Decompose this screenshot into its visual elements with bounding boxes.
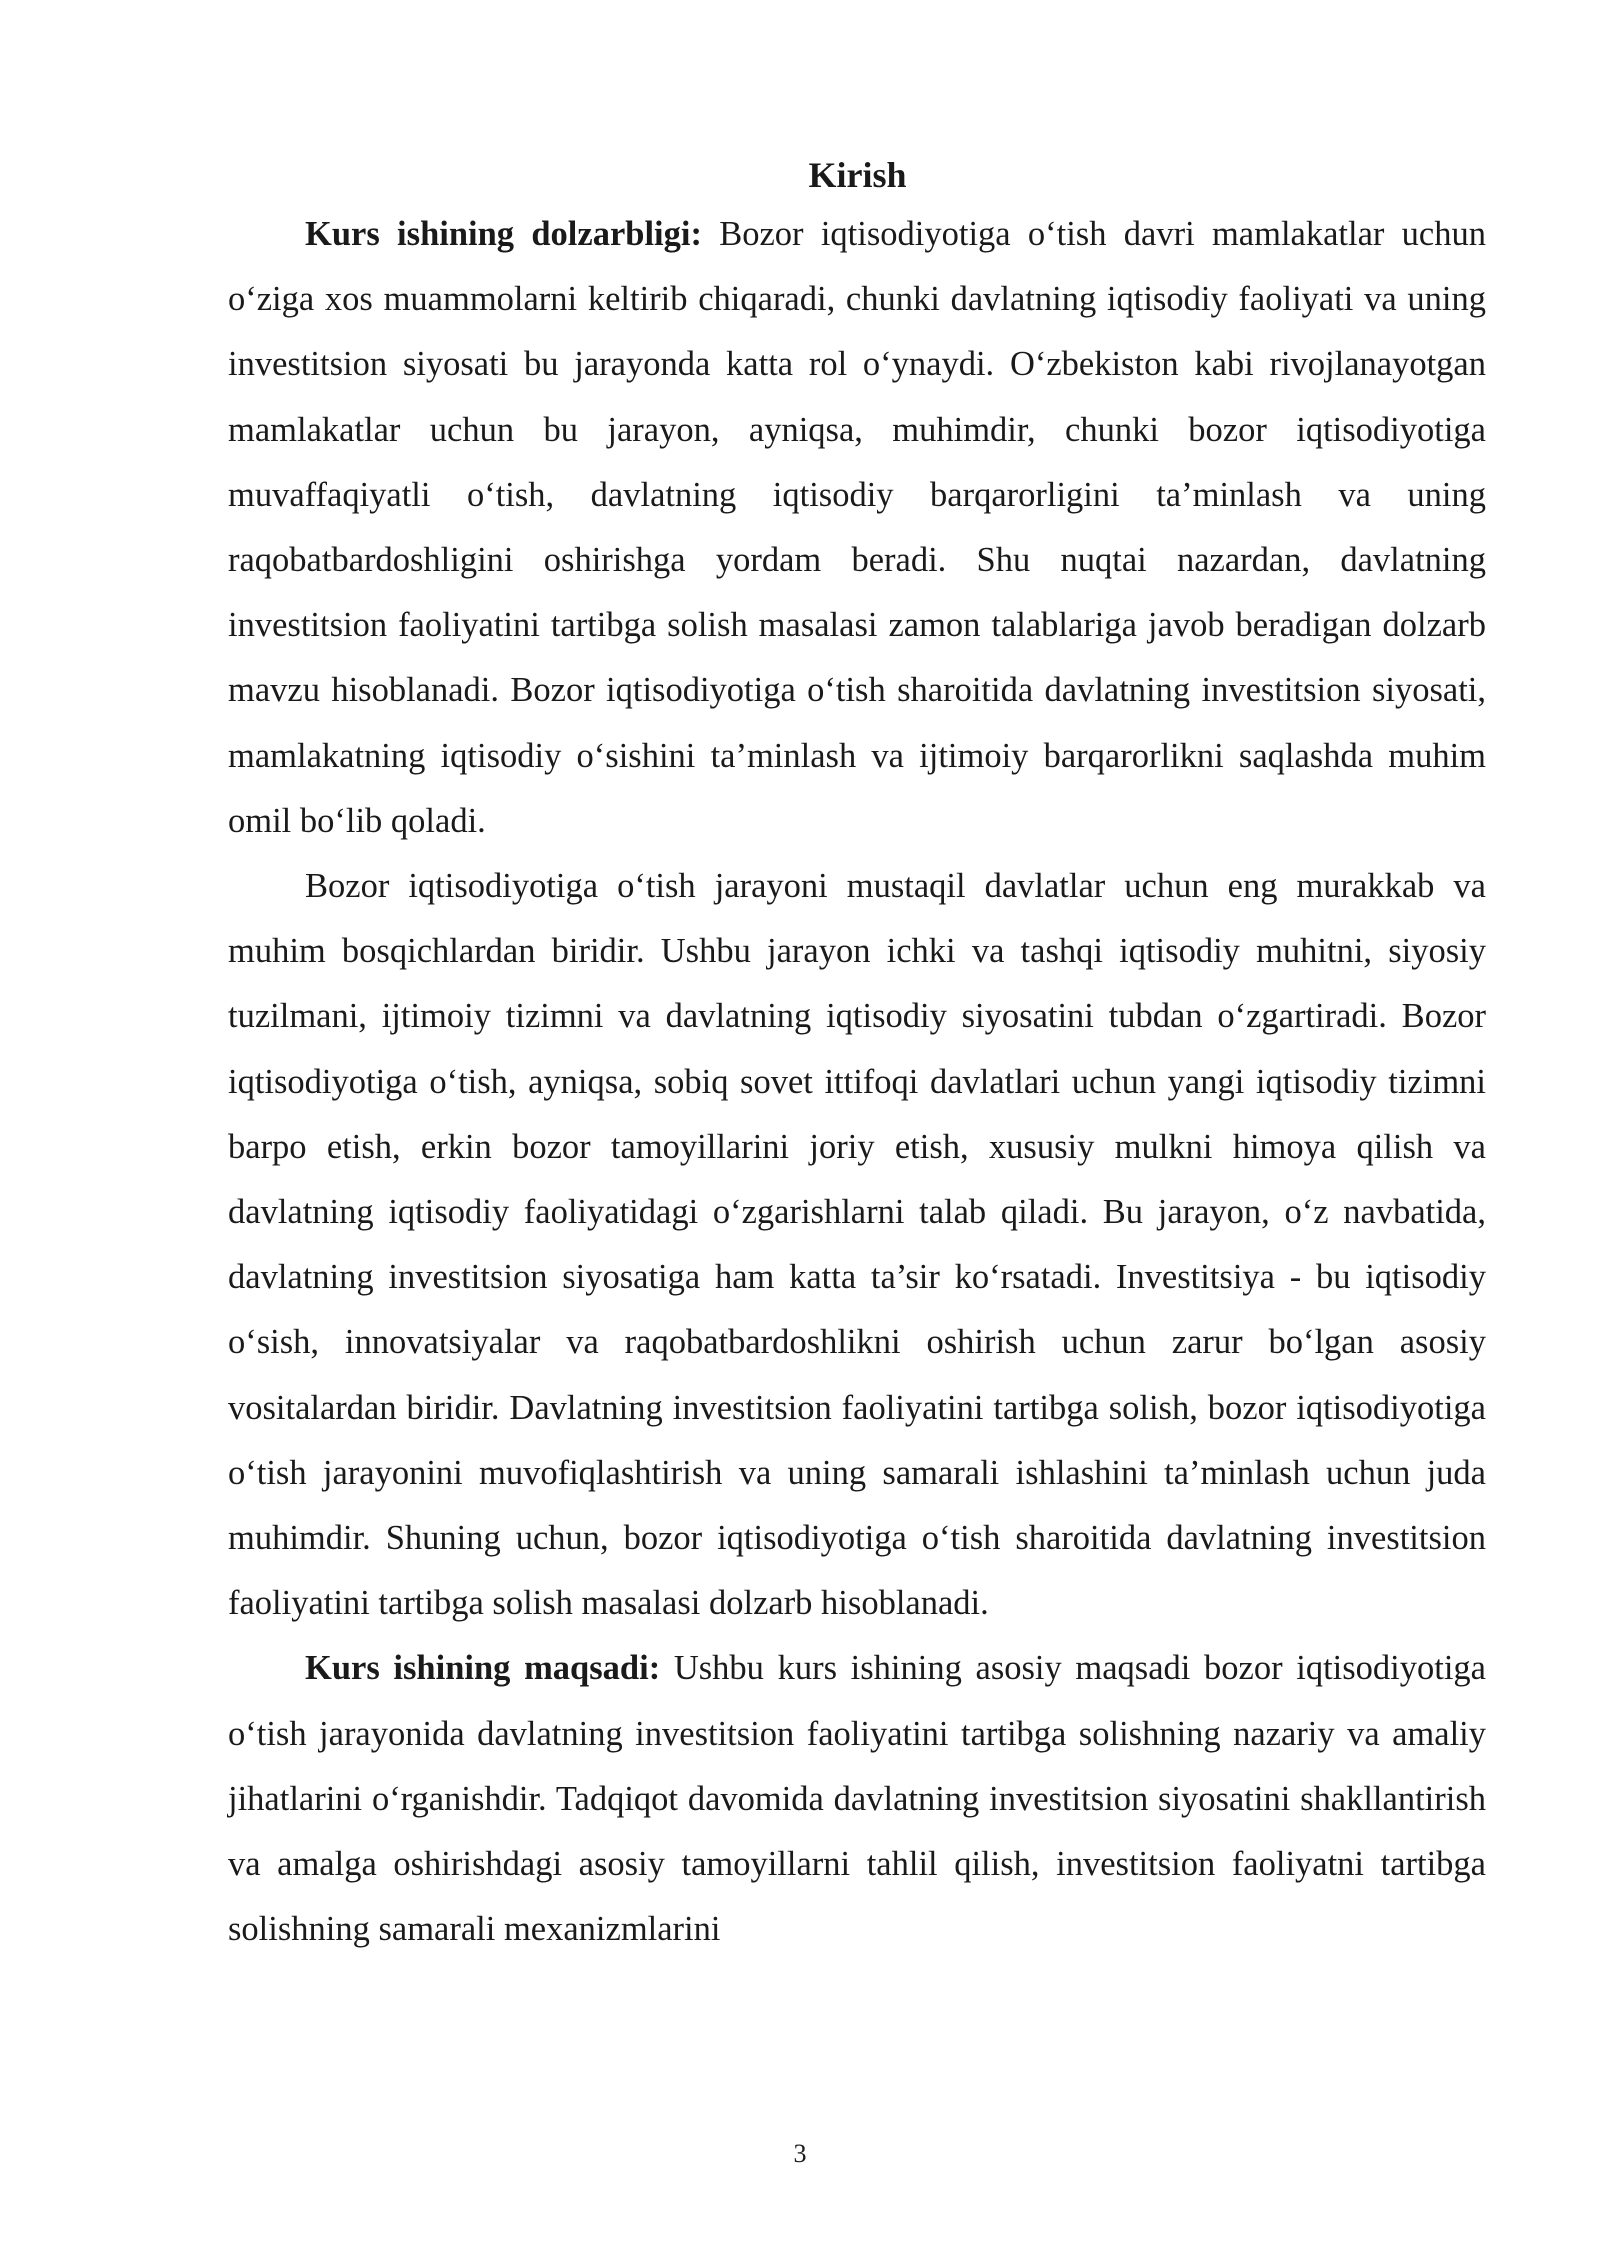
paragraph-text-relevance: Bozor iqtisodiyotiga o‘tish davri mamlakatlar uchun o‘ziga xos muammolarni keltirib chiqaradi, chunki davlatning iqtisodiy faoliyati va uning investitsion siyosati bu jarayonda katta rol o‘ynaydi. O‘zbekiston kabi rivojlanayotgan mamlakatlar uchun bu jarayon, ayniqsa, muhimdir, chunki bozor iqtisodiyotiga muvaffaqiyatli o‘tish, davlatning iqtisodiy barqarorligini ta’minlash va uning raqobatbardoshligini oshirishga yordam beradi. Shu nuqtai nazardan, davlatning investitsion faoliyatini tartibga solish masalasi zamon talablariga javob beradigan dolzarb mavzu hisoblanadi. Bozor iqtisodiyotiga o‘tish sharoitida davlatning investitsion siyosati, mamlakatning iqtisodiy o‘sishini ta’minlash va ijtimoiy barqarorlikni saqlashda muhim omil bo‘lib qoladi. bbox=[228, 215, 1486, 840]
paragraph-goal bbox=[228, 1636, 1486, 1962]
section-title: Kirish bbox=[808, 155, 907, 195]
paragraph-lead-relevance: Kurs ishining dolzarbligi: bbox=[305, 215, 702, 253]
paragraph-text-transition: Bozor iqtisodiyotiga o‘tish jarayoni mustaqil davlatlar uchun eng murakkab va muhim bosqichlardan biridir. Ushbu jarayon ichki va tashqi iqtisodiy muhitni, siyosiy tuzilmani, ijtimoiy tizimni va davlatning iqtisodiy siyosatini tubdan o‘zgartiradi. Bozor iqtisodiyotiga o‘tish, ayniqsa, sobiq sovet ittifoqi davlatlari uchun yangi iqtisodiy tizimni barpo etish, erkin bozor tamoyillarini joriy etish, xususiy mulkni himoya qilish va davlatning iqtisodiy faoliyatidagi o‘zgarishlarni talab qiladi. Bu jarayon, o‘z navbatida, davlatning investitsion siyosatiga ham katta ta’sir ko‘rsatadi. Investitsiya - bu iqtisodiy o‘sish, innovatsiyalar va raqobatbardoshlikni oshirish uchun zarur bo‘lgan asosiy vositalardan biridir. Davlatning investitsion faoliyatini tartibga solish, bozor iqtisodiyotiga o‘tish jarayonini muvofiqlashtirish va uning samarali ishlashini ta’minlash uchun juda muhimdir. Shuning uchun, bozor iqtisodiyotiga o‘tish sharoitida davlatning investitsion faoliyatini tartibga solish masalasi dolzarb hisoblanadi. bbox=[228, 867, 1486, 1623]
paragraph-relevance bbox=[228, 202, 1486, 854]
page-number: 3 bbox=[793, 2139, 807, 2168]
paragraph-text-goal: Ushbu kurs ishining asosiy maqsadi bozor iqtisodiyotiga o‘tish jarayonida davlatning investitsion faoliyatini tartibga solishning nazariy va amaliy jihatlarini o‘rganishdir. Tadqiqot davomida davlatning investitsion siyosatini shakllantirish va amalga oshirishdagi asosiy tamoyillarni tahlil qilish, investitsion faoliyatni tartibga solishning samarali mexanizmlarini bbox=[228, 1649, 1486, 1949]
paragraph-transition bbox=[228, 854, 1486, 1636]
page-body bbox=[228, 148, 1486, 1962]
paragraph-lead-goal: Kurs ishining maqsadi: bbox=[305, 1649, 661, 1688]
